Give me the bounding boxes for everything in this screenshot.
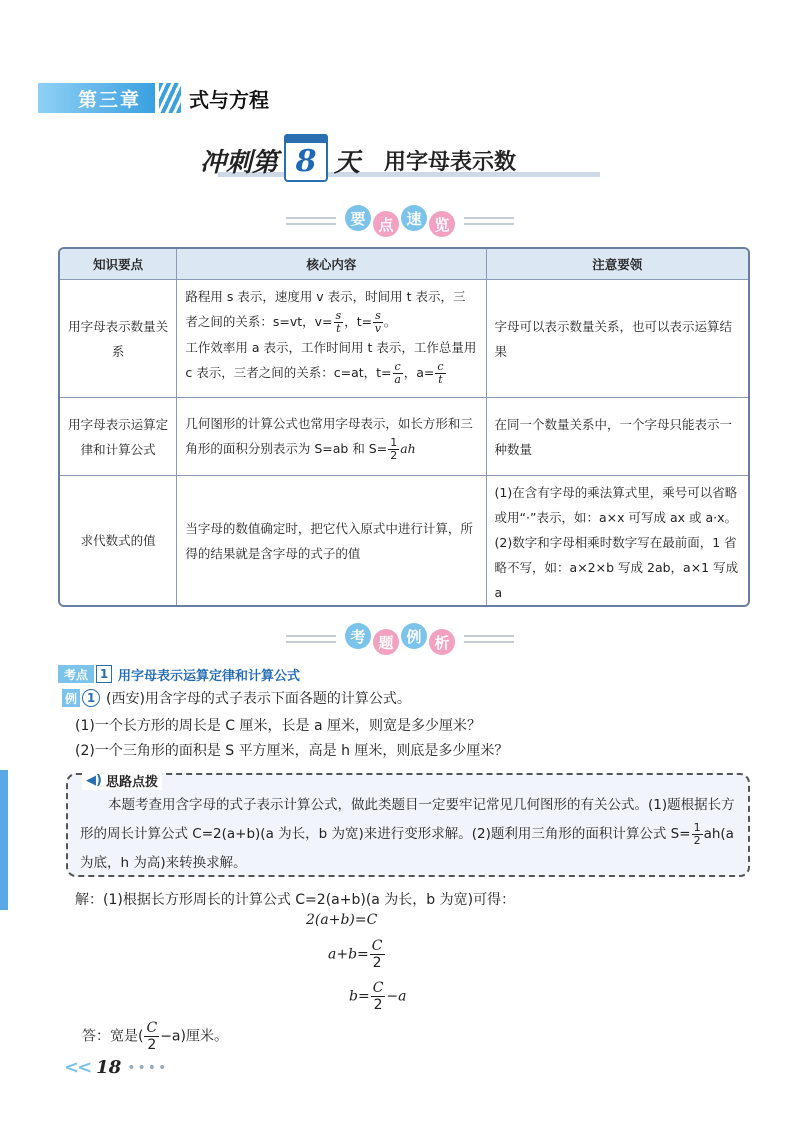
fraction: $\frac{c}{a}$	[394, 360, 401, 386]
table-header-row	[60, 249, 748, 279]
fraction: $\frac{1}{2}$	[390, 436, 398, 462]
hint-body: 本题考查用含字母的式子表示计算公式，做此类题目一定要牢记常见几何图形的有关公式。(1)题根据长方形的周长计算公式 C=2(a+b)(a 为长，b 为宽)来进行变形求解。(2)题利用三角形的面积计算公式 S= $\frac{1}{2}$ ah(a 为底，h 为高)来转换求解。	[80, 797, 735, 871]
day-prefix: 冲刺第	[200, 147, 279, 178]
example-number: 1	[82, 689, 100, 707]
fraction: $\frac{1}{2}$	[693, 820, 701, 847]
table-cell-note: 在同一个数量关系中，一个字母只能表示一种数量	[486, 398, 748, 475]
table-row	[60, 475, 748, 605]
equation-1: 2(a+b)=C	[306, 912, 378, 928]
question-1: (1)一个长方形的周长是 C 厘米，长是 a 厘米，则宽是多少厘米？	[75, 718, 481, 734]
section-banner-overview	[0, 208, 800, 234]
section-banner-examples	[0, 626, 800, 652]
double-chevron-left-icon: <<	[64, 1057, 91, 1078]
table-cell-content: 几何图形的计算公式也常用字母表示，如长方形和三角形的面积分别表示为 S=ab 和 S= $\frac{1}{2}$ ah	[176, 398, 485, 475]
speaker-icon: ◀)	[86, 773, 102, 788]
example-header	[62, 688, 411, 708]
knowledge-table	[58, 247, 750, 607]
chapter-slash-decoration	[159, 83, 181, 113]
table-cell-note: 字母可以表示数量关系，也可以表示运算结果	[486, 280, 748, 397]
equation-3: b= $\frac{C}{2}$ −a	[349, 980, 407, 1013]
fraction: $\frac{s}{v}$	[374, 309, 381, 335]
banner-char: 要	[345, 205, 371, 231]
question-2: (2)一个三角形的面积是 S 平方厘米，高是 h 厘米，则底是多少厘米？	[75, 743, 509, 759]
table-header: 注意要领	[486, 249, 748, 279]
chapter-title: 式与方程	[189, 87, 270, 112]
topic-number: 1	[96, 665, 112, 683]
fraction: $\frac{C}{2}$	[371, 938, 383, 971]
table-header: 知识要点	[93, 256, 144, 272]
table-cell-key: 求代数式的值	[80, 533, 156, 548]
table-cell-note: (1)在含有字母的乘法算式里，乘号可以省略或用“·”表示，如：a×x 可写成 ax 或 a·x。 (2)数字和字母相乘时数字写在最前面，1 省略不写，如：a×2×b 写成 2ab，a×1 写成 a	[486, 476, 748, 605]
page-footer	[64, 1057, 168, 1078]
equation-2: a+b= $\frac{C}{2}$	[328, 938, 383, 971]
day-title	[200, 132, 600, 188]
banner-char: 速	[401, 205, 427, 231]
table-cell-key: 用字母表示数量关系	[68, 318, 169, 359]
page-edge-strip	[0, 770, 8, 910]
table-row	[60, 397, 748, 475]
calendar-icon	[284, 134, 328, 182]
banner-char: 点	[373, 211, 399, 237]
table-cell-key: 用字母表示运算定律和计算公式	[68, 416, 169, 457]
fraction: $\frac{s}{t}$	[335, 309, 342, 335]
table-cell-content: 路程用 s 表示，速度用 v 表示，时间用 t 表示，三者之间的关系：s=vt，v= $\frac{s}{t}$ ，t= $\frac{s}{v}$ 。 工作效率用 a 表示，工作时间用 t 表示，工作总量用 c 表示，三者之间的关系：c=at，t= $\frac{c}{a}$ ，a= $\frac{c}{t}$	[176, 280, 485, 397]
chapter-header	[38, 82, 269, 114]
banner-char: 览	[429, 211, 455, 237]
hint-title: ◀) 思路点拨	[82, 771, 162, 790]
day-suffix: 天	[334, 147, 361, 178]
banner-char: 例	[401, 623, 427, 649]
page-number: 18	[96, 1057, 122, 1078]
example-badge: 例	[62, 689, 80, 707]
banner-char: 析	[429, 629, 455, 655]
example-stem: (西安)用含字母的式子表示下面各题的计算公式。	[106, 691, 411, 707]
fraction: $\frac{C}{2}$	[146, 1020, 158, 1053]
day-number: 8	[295, 143, 317, 179]
fraction: $\frac{C}{2}$	[372, 980, 384, 1013]
topic-title: 用字母表示运算定律和计算公式	[118, 668, 301, 684]
fraction: $\frac{c}{t}$	[437, 360, 444, 386]
banner-char: 题	[373, 629, 399, 655]
topic-label	[58, 664, 300, 684]
table-header: 核心内容	[176, 249, 485, 279]
footer-dots: ••••	[127, 1059, 169, 1076]
banner-char: 考	[345, 623, 371, 649]
answer: 答：宽是( $\frac{C}{2}$ −a)厘米。	[82, 1020, 228, 1053]
chapter-badge: 第三章	[38, 83, 155, 113]
day-subtitle: 用字母表示数	[384, 149, 517, 175]
topic-badge: 考点	[58, 665, 94, 683]
hint-box	[66, 773, 750, 877]
table-row	[60, 279, 748, 397]
solution-intro: 解：(1)根据长方形周长的计算公式 C=2(a+b)(a 为长，b 为宽)可得：	[75, 892, 516, 908]
table-cell-content: 当字母的数值确定时，把它代入原式中进行计算，所得的结果就是含字母的式子的值	[176, 476, 485, 605]
